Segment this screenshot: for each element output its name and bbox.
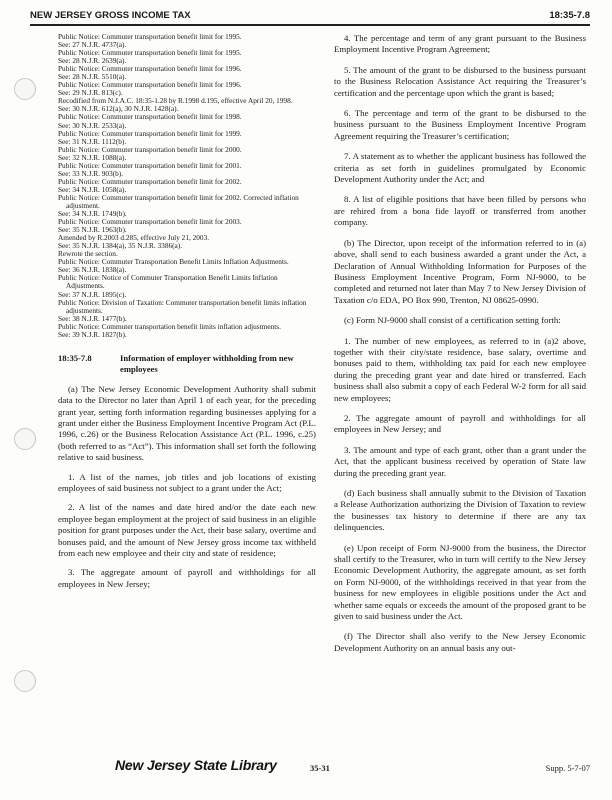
running-header	[30, 8, 590, 24]
paragraph: 4. The percentage and term of any grant pursuant to the Business Employment Incentive Program Agreement;	[334, 33, 586, 55]
punch-hole	[14, 428, 36, 450]
history-notes	[58, 33, 316, 339]
history-note: See: 28 N.J.R. 5510(a).	[58, 72, 127, 82]
history-note: Public Notice: Commuter transportation benefit limit for 1995.	[58, 48, 242, 58]
history-note: See: 27 N.J.R. 4737(a).	[58, 40, 127, 50]
history-note: See: 31 N.J.R. 1112(b).	[58, 136, 127, 146]
history-note: Public Notice: Commuter transportation benefit limits inflation adjustments.	[58, 321, 281, 331]
history-note: Public Notice: Commuter transportation benefit limit for 1999.	[58, 128, 242, 138]
history-note: Recodified from N.J.A.C. 18:35-1.28 by R.1998 d.195, effective April 20, 1998.	[58, 96, 293, 106]
history-note: Public Notice: Commuter Transportation Benefit Limits Inflation Adjustments.	[58, 257, 289, 267]
history-note: Public Notice: Commuter transportation benefit limit for 1996.	[58, 80, 242, 90]
history-note: See: 38 N.J.R. 1477(b).	[58, 313, 127, 323]
header-title: NEW JERSEY GROSS INCOME TAX	[30, 10, 191, 21]
history-note: Public Notice: Commuter transportation benefit limit for 1995.	[58, 32, 242, 41]
paragraph: 6. The percentage and term of the grant to be disbursed to the business pursuant to the Business Employment Incentive Program Agreement requiring the Treasurer’s certification;	[334, 108, 586, 141]
history-note: See: 35 N.J.R. 1963(b).	[58, 225, 127, 235]
history-note: See: 29 N.J.R. 813(c).	[58, 88, 123, 98]
history-note: See: 30 N.J.R. 612(a), 30 N.J.R. 1428(a).	[58, 104, 179, 114]
history-note: Public Notice: Commuter transportation benefit limit for 2001.	[58, 160, 242, 170]
history-note: Public Notice: Commuter transportation benefit limit for 2002. Corrected inflation adjustment.	[58, 192, 299, 210]
history-note: Public Notice: Notice of Commuter Transportation Benefit Limits Inflation Adjustments.	[58, 273, 278, 291]
history-note: See: 35 N.J.R. 1384(a), 35 N.J.R. 3386(a).	[58, 241, 183, 251]
paragraph: 8. A list of eligible positions that have been filled by persons who are rehired from a bona fide layoff or transferred from another company.	[334, 194, 586, 228]
header-section-code: 18:35-7.8	[549, 10, 590, 21]
paragraph: (c) Form NJ-9000 shall consist of a certification setting forth:	[344, 315, 561, 326]
paragraph: 3. The amount and type of each grant, other than a grant under the Act, that the applicant business received by operation of State law during the preceding grant year.	[334, 444, 586, 478]
paragraph: 5. The amount of the grant to be disbursed to the business pursuant to the Business Relocation Assistance Act requiring the Treasurer’s certification and the percentage upon which the grant is based;	[334, 64, 586, 98]
paragraph: 1. A list of the names, job titles and job locations of existing employees of said business not subject to a grant under the Act;	[58, 471, 316, 494]
paragraph: (b) The Director, upon receipt of the information referred to in (a) above, shall send to each business awarded a grant under the Act, a Declaration of Annual Withholding Information for Purposes of the Business Employment Incentive Program, Form NJ-9000, to be completed and returned not later than May 7 to New Jersey Division of Taxation c/o EDA, PO Box 990, Trenton, NJ 08625-0990.	[334, 237, 586, 305]
supplement-date: Supp. 5-7-07	[545, 763, 590, 773]
history-note: Public Notice: Commuter transportation benefit limit for 1998.	[58, 112, 242, 122]
paragraph: (d) Each business shall annually submit to the Division of Taxation a Release Authorization authorizing the Division of Taxation to review the businesses tax history to determine if there are any tax delinquencies.	[334, 488, 586, 533]
section-number: 18:35-7.8	[58, 352, 92, 363]
history-note: See: 37 N.J.R. 1895(c).	[58, 289, 127, 299]
history-note: See: 32 N.J.R. 1088(a).	[58, 152, 127, 162]
paragraph: 3. The aggregate amount of payroll and withholdings for all employees in New Jersey;	[58, 567, 316, 589]
history-note: Public Notice: Division of Taxation: Commuter transportation benefit limits inflation adjustments.	[58, 297, 307, 315]
history-note: See: 33 N.J.R. 903(b).	[58, 168, 124, 178]
history-note: Rewrote the section.	[58, 249, 118, 259]
history-note: See: 34 N.J.R. 1058(a).	[58, 184, 127, 194]
history-note: See: 39 N.J.R. 1827(b).	[58, 329, 127, 339]
right-paragraphs	[334, 33, 586, 654]
history-note: See: 34 N.J.R. 1749(b).	[58, 209, 127, 219]
history-note: See: 30 N.J.R. 2533(a).	[58, 120, 127, 130]
paragraph: 1. The number of new employees, as referred to in (a)2 above, together with their city/state residence, base salary, overtime and bonuses paid to them, withholding tax paid for each new employee during the preceding grant year and date hired or transferred. Each business shall also submit a copy of each Federal W-2 form for all said new employees;	[334, 335, 586, 403]
history-note: Public Notice: Commuter transportation benefit limit for 2002.	[58, 176, 242, 186]
history-note: See: 28 N.J.R. 2639(a).	[58, 56, 127, 66]
history-note: Amended by R.2003 d.285, effective July 21, 2003.	[58, 233, 210, 243]
section-heading	[58, 353, 316, 375]
page-number: 35-31	[310, 763, 330, 773]
paragraph: (a) The New Jersey Economic Development Authority shall submit data to the Director no later than April 1 of each year, for the preceding grant year, setting forth information regarding businesses applying for a grant under either the Business Employment Incentive Program Act (P.L. 1996, c.26) or the Business Relocation Assistance Act (P.L. 1996, c.25) (both referred to as “Act”). This information shall set forth the following relative to said business.	[58, 383, 316, 463]
left-paragraphs	[58, 384, 316, 591]
paragraph: (e) Upon receipt of Form NJ-9000 from the business, the Director shall certify to the Treasurer, who in turn will certify to the New Jersey Economic Development Authority, the aggregate amount, as set forth on Form NJ-9000, of the withholdings received in that year from the business for new employees in eligible positions under the Act and whether same equals or exceeds the amount of the proposed grant to be given to said business under the Act.	[334, 542, 586, 622]
history-note: See: 36 N.J.R. 1838(a).	[58, 265, 127, 275]
left-column	[58, 33, 316, 598]
paragraph: 2. A list of the names and date hired and/or the date each new employee began employment at the project of said business in an eligible position for grant purposes under the Act, their base salary, overtime and bonuses paid, and the amount of New Jersey gross income tax withheld from each new employee and their city and state of residence;	[58, 502, 316, 559]
history-note: Public Notice: Commuter transportation benefit limit for 2003.	[58, 217, 242, 227]
paragraph: (f) The Director shall also verify to the New Jersey Economic Development Authority on an annual basis any out-	[334, 631, 586, 653]
section-title: Information of employer withholding from new employees	[120, 352, 294, 374]
paragraph: 7. A statement as to whether the applicant business has followed the criteria as set forth in guidelines promulgated by Economic Development Authority under the Act; and	[334, 151, 586, 185]
punch-hole	[14, 78, 36, 100]
punch-hole	[14, 670, 36, 692]
history-note: Public Notice: Commuter transportation benefit limit for 2000.	[58, 144, 242, 154]
header-rule	[30, 24, 590, 26]
library-watermark: New Jersey State Library	[115, 757, 277, 773]
history-note: Public Notice: Commuter transportation benefit limit for 1996.	[58, 64, 242, 74]
paragraph: 2. The aggregate amount of payroll and withholdings for all employees in New Jersey; and	[334, 412, 586, 435]
right-column	[334, 33, 586, 663]
